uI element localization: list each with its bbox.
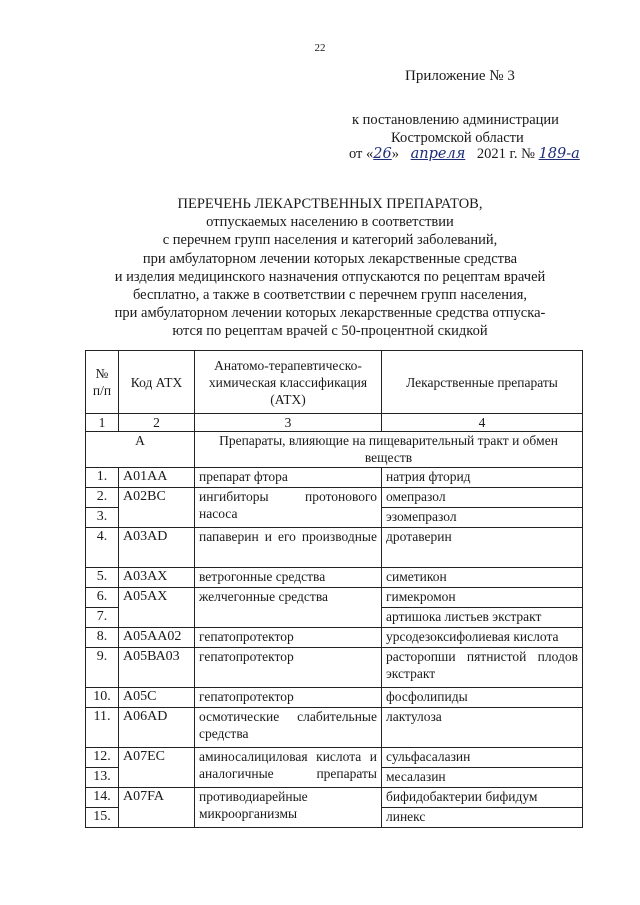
table-row [86,708,583,748]
appendix-label: Приложение № 3 [405,68,515,84]
atc-code: А03AD [119,528,195,568]
col-number: 1 [86,414,119,432]
row-number: 1. [86,468,119,488]
row-number: 15. [86,808,119,828]
table-row [86,488,583,508]
drug-name: урсодезоксифолиевая кислота [382,628,583,648]
row-number: 14. [86,788,119,808]
drug-name: омепразол [382,488,583,508]
date-prefix: от « [349,146,374,162]
atc-code: А05ВА03 [119,648,195,688]
title-line: ПЕРЕЧЕНЬ ЛЕКАРСТВЕННЫХ ПРЕПАРАТОВ, [177,196,483,212]
atc-class: папаверин и его производные [195,528,382,568]
title-line: и изделия медицинского назначения отпускаются по рецептам врачей [114,268,546,285]
drug-name: сульфасалазин [382,748,583,768]
row-number: 6. [86,588,119,608]
date-day: 26 [373,146,392,162]
drug-name: фосфолипиды [382,688,583,708]
drug-name: лактулоза [382,708,583,748]
col-number: 2 [119,414,195,432]
title-line: при амбулаторном лечении которых лекарственные средства отпуска- [114,305,546,322]
title-line: с перечнем групп населения и категорий заболеваний, [162,232,498,249]
title-line: ются по рецептам врачей с 50-процентной скидкой [172,323,488,340]
title-line: при амбулаторном лечении которых лекарственные средства [142,250,518,267]
atc-code: А03АХ [119,568,195,588]
atc-class: гепатопротектор [195,628,382,648]
table-row [86,568,583,588]
drug-name: артишока листьев экстракт [382,608,583,628]
resolution-number: 189-а [538,146,580,162]
row-number: 4. [86,528,119,568]
drug-name: гимекромон [382,588,583,608]
header-code: Код АТХ [119,351,195,414]
table-header-row [86,351,583,414]
atc-class: ветрогонные средства [195,568,382,588]
header-drugs: Лекарственные препараты [382,351,583,414]
atc-code: А07ЕС [119,748,195,788]
title-line: бесплатно, а также в соответствии с перечнем групп населения, [132,287,528,304]
drug-name: линекс [382,808,583,828]
row-number: 5. [86,568,119,588]
table-row [86,748,583,768]
drug-name: натрия фторид [382,468,583,488]
section-row [86,432,583,468]
drug-name: дротаверин [382,528,583,568]
drug-table [85,350,583,828]
atc-code: А01АА [119,468,195,488]
resolution-line-1: к постановлению администрации [352,112,559,128]
header-class: Анатомо-терапевтическо-химическая классификация (АТХ) [195,351,382,414]
section-code: А [86,432,195,468]
atc-class: осмотические слабительные средства [195,708,382,748]
header-num: № п/п [86,351,119,414]
atc-class: препарат фтора [195,468,382,488]
atc-code: А05АХ [119,588,195,628]
atc-code: А05АА02 [119,628,195,648]
col-number: 3 [195,414,382,432]
table-row [86,648,583,688]
atc-code: А02ВС [119,488,195,528]
table-row [86,528,583,568]
drug-name: бифидобактерии бифидум [382,788,583,808]
atc-class: аминосалициловая кислота и аналогичные препараты [195,748,382,788]
drug-name: симетикон [382,568,583,588]
drug-name: эзомепразол [382,508,583,528]
date-mid: » [391,146,399,162]
date-month: апреля [410,146,466,162]
atc-class: гепатопротектор [195,648,382,688]
date-year: 2021 г. № [476,146,535,162]
drug-name: расторопши пятнистой плодов экстракт [382,648,583,688]
atc-class: желчегонные средства [195,588,382,628]
col-number: 4 [382,414,583,432]
atc-code: A05C [119,688,195,708]
table-row [86,788,583,808]
table-row [86,628,583,648]
row-number: 8. [86,628,119,648]
row-number: 3. [86,508,119,528]
table-row [86,688,583,708]
row-number: 9. [86,648,119,688]
row-number: 11. [86,708,119,748]
title-line: отпускаемых населению в соответствии [206,214,454,231]
resolution-dateline [349,146,580,163]
drug-name: месалазин [382,768,583,788]
row-number: 7. [86,608,119,628]
row-number: 12. [86,748,119,768]
page-number: 22 [314,42,326,54]
table-row [86,468,583,488]
table-row [86,588,583,608]
atc-class: гепатопротектор [195,688,382,708]
atc-class: противодиарейные микроорганизмы [195,788,382,828]
atc-code: А06AD [119,708,195,748]
row-number: 2. [86,488,119,508]
section-title: Препараты, влияющие на пищеварительный тракт и обмен веществ [195,432,583,468]
resolution-line-2: Костромской области [391,130,524,146]
atc-code: А07FA [119,788,195,828]
document-title [110,195,550,341]
column-numbers-row [86,414,583,432]
row-number: 13. [86,768,119,788]
atc-class: ингибиторы протонового насоса [195,488,382,528]
row-number: 10. [86,688,119,708]
